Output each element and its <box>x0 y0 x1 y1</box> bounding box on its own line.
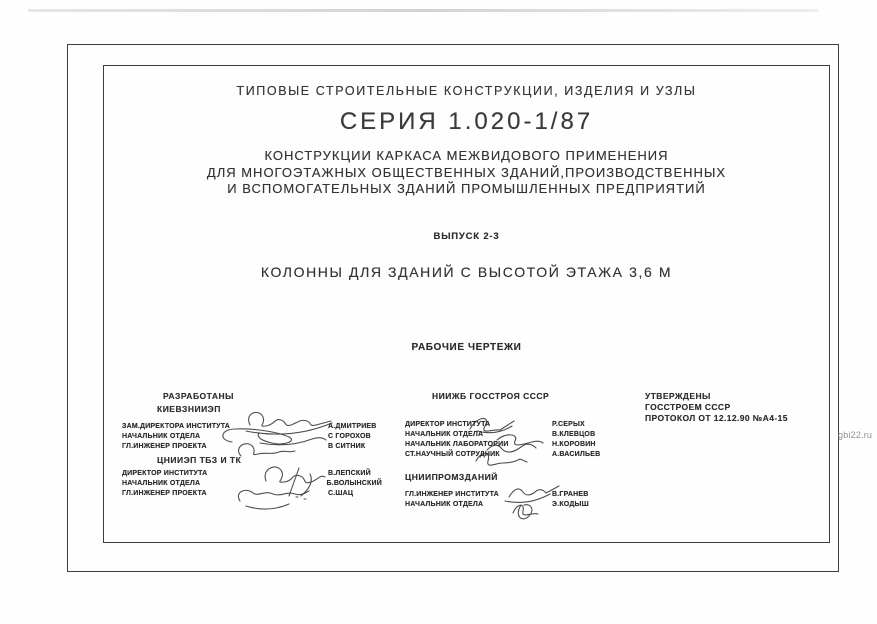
signatory-row <box>122 488 382 498</box>
signatory-name: А.ДМИТРИЕВ <box>328 422 377 430</box>
signatory-role: ГЛ.ИНЖЕНЕР ИНСТИТУТА <box>405 490 499 498</box>
signatory-role: ГЛ.ИНЖЕНЕР ПРОЕКТА <box>122 442 207 450</box>
volume-title: КОЛОННЫ ДЛЯ ЗДАНИЙ С ВЫСОТОЙ ЭТАЖА 3,6 М <box>260 264 673 280</box>
signatory-role: НАЧАЛЬНИК ОТДЕЛА <box>122 432 201 440</box>
signatory-role: НАЧАЛЬНИК ОТДЕЛА <box>405 430 484 438</box>
approval-line-2: ГОССТРОЕМ СССР <box>645 402 731 412</box>
signatory-name: Р.СЕРЫХ <box>552 420 585 428</box>
signatory-row <box>122 468 382 478</box>
org-tbz-name: ЦНИИЭП ТБЗ И ТК <box>157 455 242 465</box>
org-tbz-signatories <box>122 468 382 498</box>
subtitle-line-3: И ВСПОМОГАТЕЛЬНЫХ ЗДАНИЙ ПРОМЫШЛЕННЫХ ПРЕДПРИЯТИЙ <box>227 181 706 196</box>
org-niizhb-name: НИИЖБ ГОССТРОЯ СССР <box>432 391 550 401</box>
signatory-name: В СИТНИК <box>328 442 366 450</box>
signatory-role: ДИРЕКТОР ИНСТИТУТА <box>122 469 208 477</box>
signatory-name: В.ГРАНЕВ <box>552 490 589 498</box>
approval-line-3: ПРОТОКОЛ ОТ 12.12.90 №А4-15 <box>645 413 788 423</box>
approval-line-1: УТВЕРЖДЕНЫ <box>645 391 711 401</box>
signatory-name: Б.ВОЛЫНСКИЙ <box>326 479 382 487</box>
signatory-row <box>405 489 605 499</box>
issue-number: ВЫПУСК 2-3 <box>433 231 500 242</box>
subtitle-line-2: ДЛЯ МНОГОЭТАЖНЫХ ОБЩЕСТВЕННЫХ ЗДАНИЙ,ПРОИЗВОДСТВЕННЫХ <box>206 164 727 180</box>
document-type-heading: ТИПОВЫЕ СТРОИТЕЛЬНЫЕ КОНСТРУКЦИИ, ИЗДЕЛИЯ И УЗЛЫ <box>236 84 697 98</box>
signatory-role: ЗАМ.ДИРЕКТОРА ИНСТИТУТА <box>122 422 231 430</box>
signatory-name: В.КЛЕВЦОВ <box>552 430 596 438</box>
signatory-name: В.ЛЕПСКИЙ <box>328 469 371 477</box>
org-kiev-name: КИЕВЗНИИЭП <box>157 404 221 414</box>
signatory-row <box>405 439 605 449</box>
signatory-role: ДИРЕКТОР ИНСТИТУТА <box>405 420 491 428</box>
org-prom-signatories <box>405 489 605 509</box>
signatory-name: С.ШАЦ <box>328 489 354 497</box>
signatory-role: НАЧАЛЬНИК ОТДЕЛА <box>405 500 484 508</box>
org-niizhb-signatories <box>405 419 605 459</box>
signatory-row <box>122 421 382 431</box>
signatory-role: НАЧАЛЬНИК ЛАБОРАТОРИИ <box>405 440 509 448</box>
org-kiev-signatories <box>122 421 382 451</box>
developed-label: РАЗРАБОТАНЫ <box>163 391 234 401</box>
document-subtitle <box>103 148 830 198</box>
signatory-row <box>122 431 382 441</box>
document-kind: РАБОЧИЕ ЧЕРТЕЖИ <box>411 342 522 353</box>
subtitle-line-1: КОНСТРУКЦИИ КАРКАСА МЕЖВИДОВОГО ПРИМЕНЕНИЯ <box>264 148 669 163</box>
signatory-row <box>405 449 605 459</box>
signatory-role: СТ.НАУЧНЫЙ СОТРУДНИК <box>405 450 500 458</box>
signatory-row <box>405 499 605 509</box>
signatory-name: А.ВАСИЛЬЕВ <box>552 450 601 458</box>
signatory-row <box>405 419 605 429</box>
signatory-name: С ГОРОХОВ <box>328 432 371 440</box>
signatory-name: Э.КОДЫШ <box>552 500 589 508</box>
signatory-role: НАЧАЛЬНИК ОТДЕЛА <box>122 479 201 487</box>
signatory-role: ГЛ.ИНЖЕНЕР ПРОЕКТА <box>122 489 207 497</box>
signatory-row <box>405 429 605 439</box>
signatory-row <box>122 441 382 451</box>
watermark: gbi22.ru <box>838 430 873 440</box>
series-title: СЕРИЯ 1.020-1/87 <box>339 108 594 135</box>
signatory-name: Н.КОРОВИН <box>552 440 596 448</box>
approval-block <box>645 391 788 424</box>
org-prom-name: ЦНИИПРОМЗДАНИЙ <box>405 472 498 482</box>
signatory-row <box>122 478 382 488</box>
scan-artifact <box>28 9 818 12</box>
